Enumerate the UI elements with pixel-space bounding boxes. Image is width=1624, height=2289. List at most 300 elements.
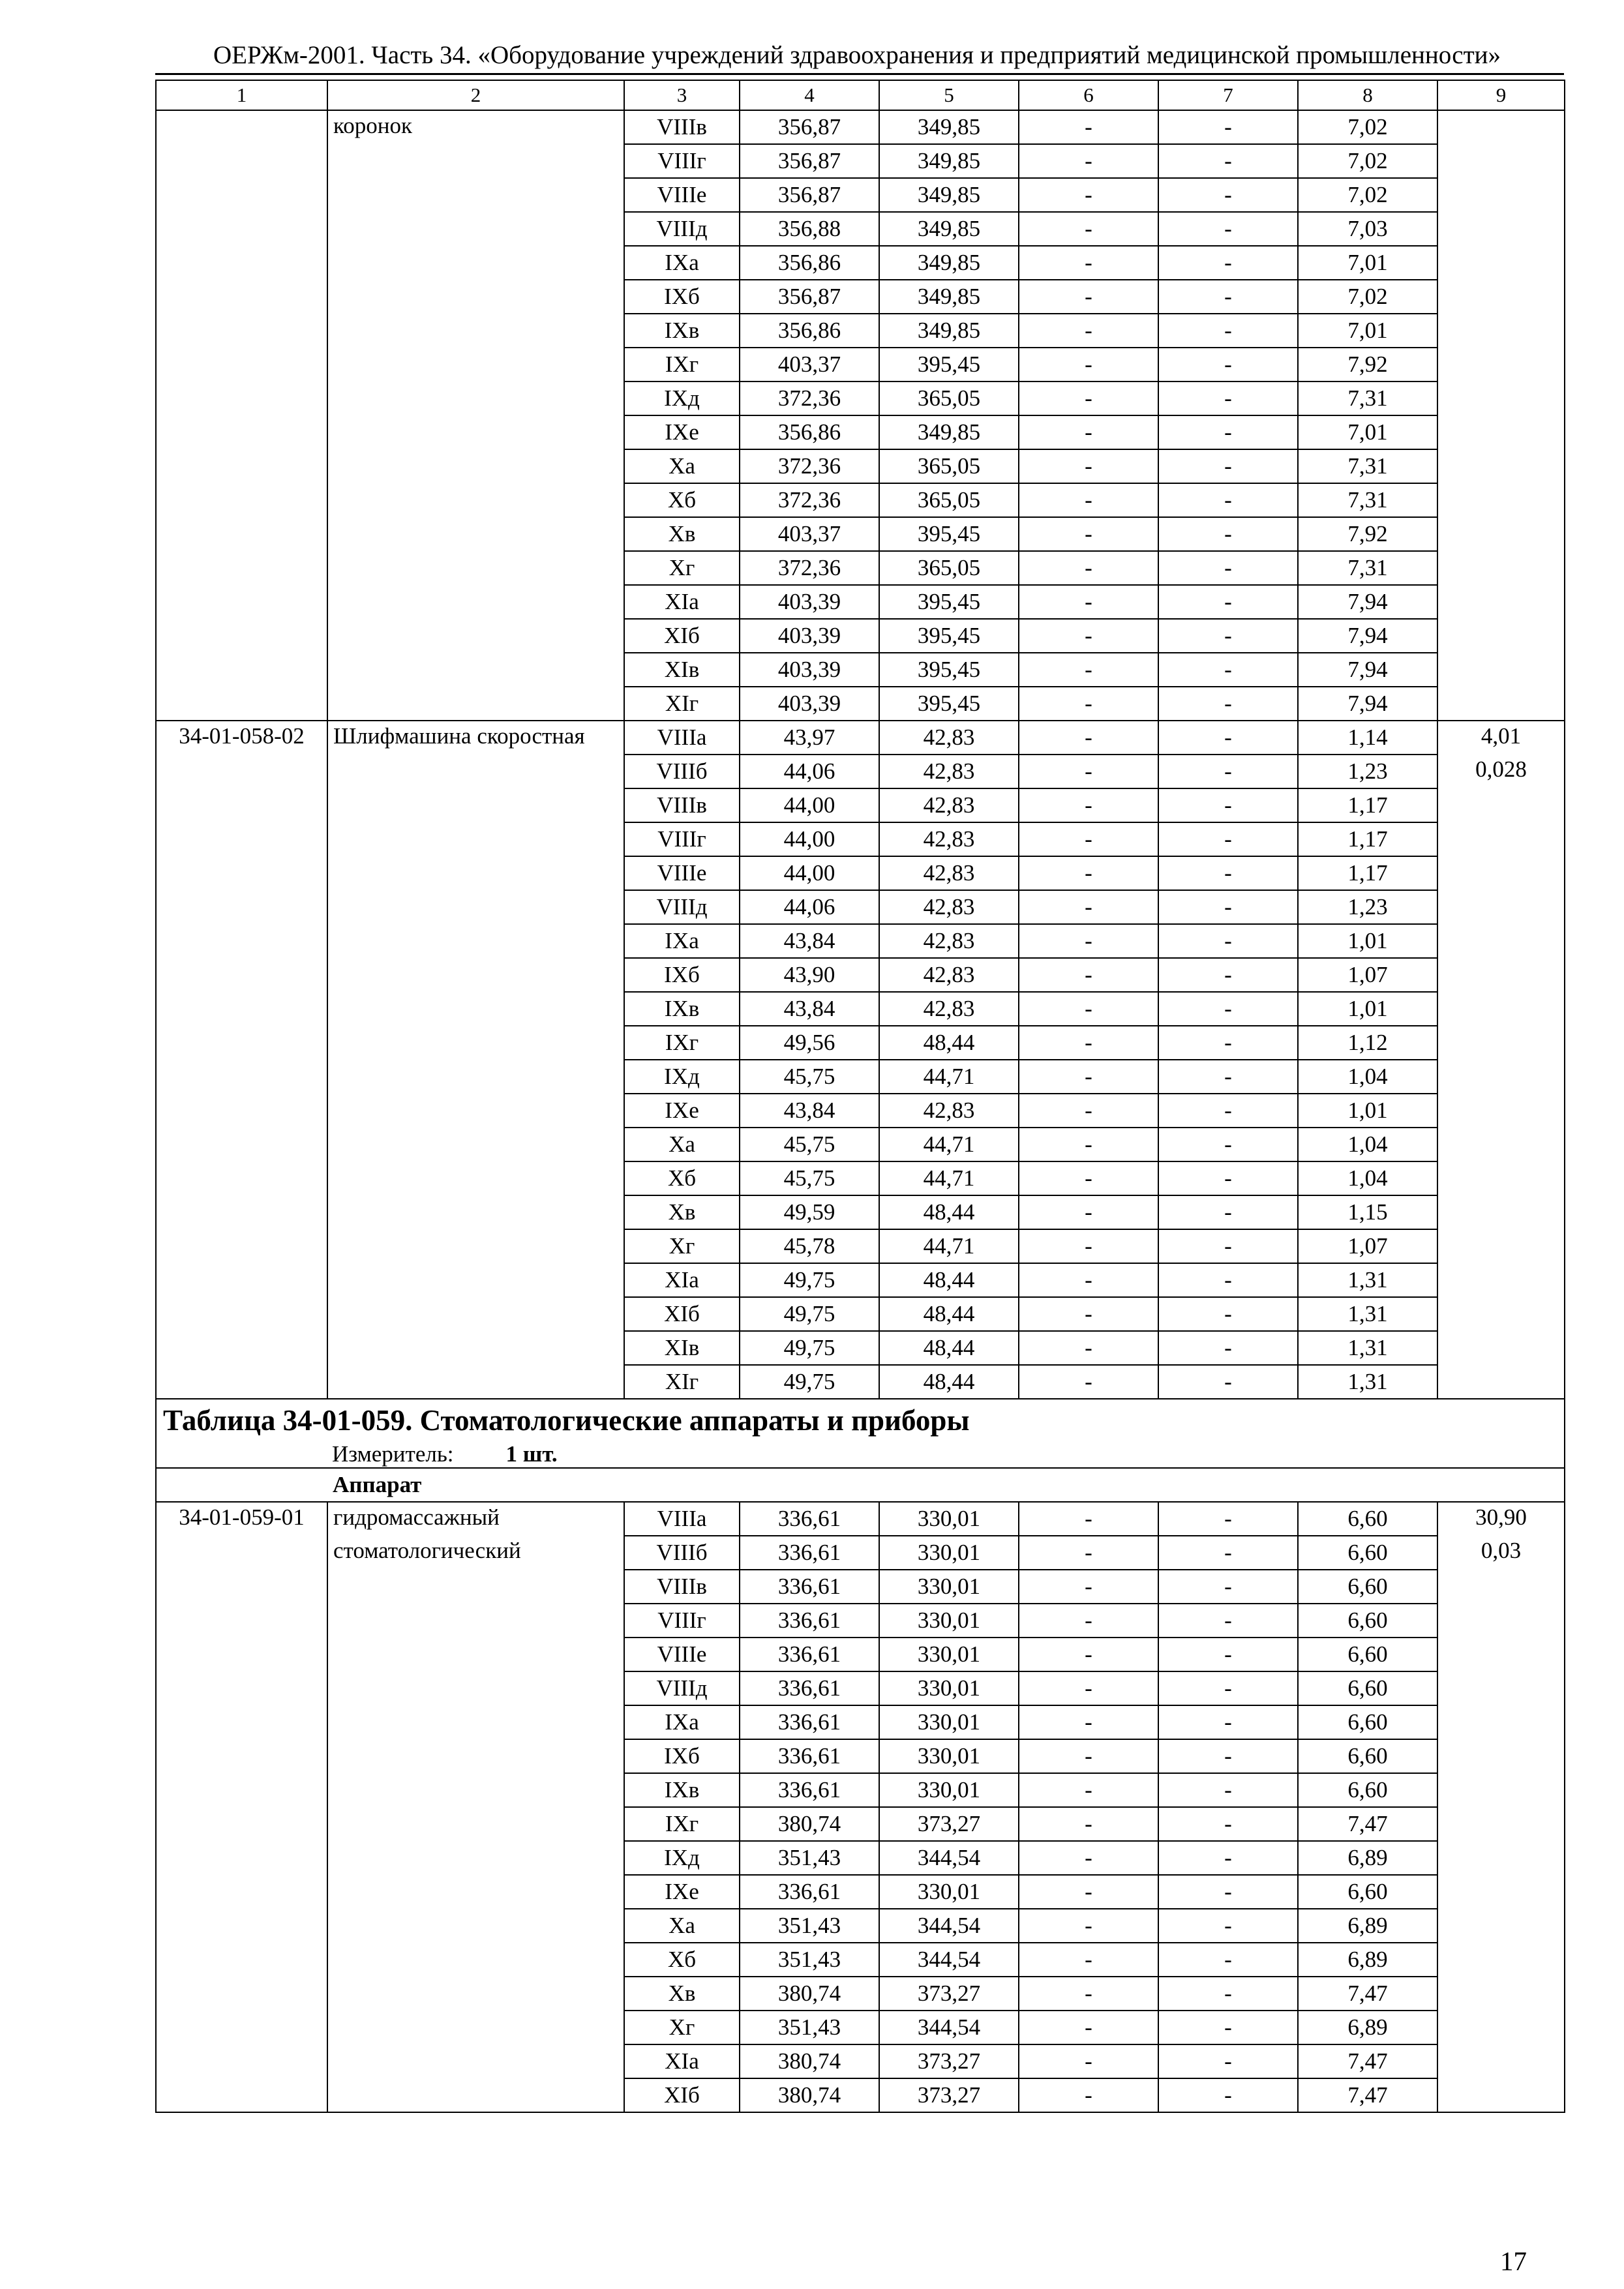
labor-value bbox=[1437, 212, 1565, 246]
wages-cost: 42,83 bbox=[879, 958, 1019, 992]
machinist-wages: - bbox=[1158, 1536, 1298, 1570]
wages-cost: 330,01 bbox=[879, 1638, 1019, 1671]
table-row bbox=[156, 1638, 1565, 1671]
wages-cost: 395,45 bbox=[879, 585, 1019, 619]
rate-code bbox=[156, 1128, 327, 1161]
zone-code: IXв bbox=[624, 992, 740, 1026]
item-name bbox=[327, 1060, 624, 1094]
zone-code: IXа bbox=[624, 246, 740, 280]
wages-cost: 330,01 bbox=[879, 1773, 1019, 1807]
total-cost: 356,86 bbox=[740, 314, 879, 348]
labor-value bbox=[1437, 2044, 1565, 2078]
wages-cost: 373,27 bbox=[879, 2078, 1019, 2112]
wages-cost: 349,85 bbox=[879, 144, 1019, 178]
item-name bbox=[327, 551, 624, 585]
materials-cost: 1,14 bbox=[1298, 721, 1437, 755]
materials-cost: 6,60 bbox=[1298, 1502, 1437, 1536]
zone-code: IXв bbox=[624, 314, 740, 348]
machine-cost: - bbox=[1019, 856, 1158, 890]
measure-label: Измеритель: bbox=[332, 1441, 454, 1467]
materials-cost: 1,17 bbox=[1298, 788, 1437, 822]
materials-cost: 6,60 bbox=[1298, 1705, 1437, 1739]
zone-code: Xг bbox=[624, 2011, 740, 2044]
materials-cost: 1,15 bbox=[1298, 1195, 1437, 1229]
labor-value bbox=[1437, 653, 1565, 687]
table-row bbox=[156, 1875, 1565, 1909]
table-row bbox=[156, 1705, 1565, 1739]
total-cost: 49,75 bbox=[740, 1365, 879, 1399]
table-row bbox=[156, 382, 1565, 415]
total-cost: 44,00 bbox=[740, 856, 879, 890]
zone-code: VIIIе bbox=[624, 1638, 740, 1671]
labor-value: 0,028 bbox=[1437, 755, 1565, 788]
labor-value bbox=[1437, 1331, 1565, 1365]
item-name bbox=[327, 856, 624, 890]
machinist-wages: - bbox=[1158, 1026, 1298, 1060]
total-cost: 403,39 bbox=[740, 585, 879, 619]
machinist-wages: - bbox=[1158, 1909, 1298, 1943]
machine-cost: - bbox=[1019, 687, 1158, 721]
machine-cost: - bbox=[1019, 585, 1158, 619]
zone-code: IXд bbox=[624, 382, 740, 415]
wages-cost: 349,85 bbox=[879, 415, 1019, 449]
machinist-wages: - bbox=[1158, 1229, 1298, 1263]
table-row bbox=[156, 1841, 1565, 1875]
machine-cost: - bbox=[1019, 788, 1158, 822]
materials-cost: 6,60 bbox=[1298, 1638, 1437, 1671]
total-cost: 336,61 bbox=[740, 1638, 879, 1671]
rate-code bbox=[156, 1026, 327, 1060]
materials-cost: 7,47 bbox=[1298, 2044, 1437, 2078]
total-cost: 380,74 bbox=[740, 2044, 879, 2078]
machinist-wages: - bbox=[1158, 788, 1298, 822]
total-cost: 403,39 bbox=[740, 653, 879, 687]
wages-cost: 349,85 bbox=[879, 212, 1019, 246]
total-cost: 49,75 bbox=[740, 1331, 879, 1365]
total-cost: 356,88 bbox=[740, 212, 879, 246]
table-row bbox=[156, 924, 1565, 958]
materials-cost: 1,01 bbox=[1298, 992, 1437, 1026]
machinist-wages: - bbox=[1158, 721, 1298, 755]
rate-code bbox=[156, 1705, 327, 1739]
labor-value bbox=[1437, 1977, 1565, 2011]
materials-cost: 6,89 bbox=[1298, 1943, 1437, 1977]
labor-value bbox=[1437, 1229, 1565, 1263]
machine-cost: - bbox=[1019, 1060, 1158, 1094]
item-name bbox=[327, 348, 624, 382]
materials-cost: 7,02 bbox=[1298, 110, 1437, 144]
materials-cost: 7,31 bbox=[1298, 551, 1437, 585]
materials-cost: 7,31 bbox=[1298, 483, 1437, 517]
item-name: коронок bbox=[327, 110, 624, 144]
materials-cost: 6,60 bbox=[1298, 1773, 1437, 1807]
machinist-wages: - bbox=[1158, 1739, 1298, 1773]
labor-value bbox=[1437, 449, 1565, 483]
total-cost: 44,00 bbox=[740, 822, 879, 856]
machinist-wages: - bbox=[1158, 212, 1298, 246]
zone-code: Xв bbox=[624, 517, 740, 551]
machinist-wages: - bbox=[1158, 1671, 1298, 1705]
machinist-wages: - bbox=[1158, 653, 1298, 687]
labor-value bbox=[1437, 348, 1565, 382]
machine-cost: - bbox=[1019, 1671, 1158, 1705]
total-cost: 336,61 bbox=[740, 1570, 879, 1604]
machinist-wages: - bbox=[1158, 890, 1298, 924]
materials-cost: 7,94 bbox=[1298, 585, 1437, 619]
machinist-wages: - bbox=[1158, 755, 1298, 788]
item-name bbox=[327, 1807, 624, 1841]
zone-code: Xв bbox=[624, 1977, 740, 2011]
zone-code: XIв bbox=[624, 653, 740, 687]
zone-code: IXд bbox=[624, 1841, 740, 1875]
machine-cost: - bbox=[1019, 280, 1158, 314]
rate-code bbox=[156, 144, 327, 178]
table-row bbox=[156, 619, 1565, 653]
total-cost: 356,87 bbox=[740, 144, 879, 178]
wages-cost: 44,71 bbox=[879, 1060, 1019, 1094]
machine-cost: - bbox=[1019, 721, 1158, 755]
subheader-blank bbox=[156, 1468, 327, 1502]
wages-cost: 365,05 bbox=[879, 449, 1019, 483]
machine-cost: - bbox=[1019, 822, 1158, 856]
zone-code: VIIIб bbox=[624, 755, 740, 788]
machine-cost: - bbox=[1019, 110, 1158, 144]
table-row bbox=[156, 1297, 1565, 1331]
materials-cost: 7,31 bbox=[1298, 382, 1437, 415]
table-row bbox=[156, 449, 1565, 483]
labor-value: 30,90 bbox=[1437, 1502, 1565, 1536]
machine-cost: - bbox=[1019, 449, 1158, 483]
machinist-wages: - bbox=[1158, 449, 1298, 483]
labor-value bbox=[1437, 890, 1565, 924]
machinist-wages: - bbox=[1158, 1128, 1298, 1161]
machinist-wages: - bbox=[1158, 1638, 1298, 1671]
total-cost: 380,74 bbox=[740, 2078, 879, 2112]
total-cost: 356,87 bbox=[740, 178, 879, 212]
zone-code: IXа bbox=[624, 924, 740, 958]
labor-value bbox=[1437, 517, 1565, 551]
zone-code: VIIIд bbox=[624, 212, 740, 246]
zone-code: VIIIа bbox=[624, 721, 740, 755]
total-cost: 45,75 bbox=[740, 1060, 879, 1094]
materials-cost: 7,01 bbox=[1298, 314, 1437, 348]
table-row bbox=[156, 653, 1565, 687]
rates-table bbox=[155, 80, 1565, 2113]
machine-cost: - bbox=[1019, 653, 1158, 687]
zone-code: Xб bbox=[624, 1161, 740, 1195]
rate-code bbox=[156, 2044, 327, 2078]
machine-cost: - bbox=[1019, 551, 1158, 585]
machinist-wages: - bbox=[1158, 551, 1298, 585]
column-number: 5 bbox=[879, 80, 1019, 110]
item-name bbox=[327, 1263, 624, 1297]
rate-code bbox=[156, 382, 327, 415]
item-name bbox=[327, 1841, 624, 1875]
materials-cost: 1,07 bbox=[1298, 958, 1437, 992]
materials-cost: 1,31 bbox=[1298, 1263, 1437, 1297]
materials-cost: 1,23 bbox=[1298, 890, 1437, 924]
machinist-wages: - bbox=[1158, 856, 1298, 890]
materials-cost: 6,89 bbox=[1298, 1909, 1437, 1943]
measure-value: 1 шт. bbox=[505, 1441, 558, 1467]
machine-cost: - bbox=[1019, 415, 1158, 449]
subheader-row bbox=[156, 1468, 1565, 1502]
rate-code bbox=[156, 1671, 327, 1705]
column-number: 9 bbox=[1437, 80, 1565, 110]
total-cost: 356,87 bbox=[740, 110, 879, 144]
machine-cost: - bbox=[1019, 1638, 1158, 1671]
materials-cost: 7,94 bbox=[1298, 687, 1437, 721]
zone-code: XIб bbox=[624, 2078, 740, 2112]
wages-cost: 330,01 bbox=[879, 1705, 1019, 1739]
materials-cost: 1,04 bbox=[1298, 1060, 1437, 1094]
item-name bbox=[327, 992, 624, 1026]
rate-code bbox=[156, 1638, 327, 1671]
machine-cost: - bbox=[1019, 958, 1158, 992]
machine-cost: - bbox=[1019, 178, 1158, 212]
table-row bbox=[156, 1060, 1565, 1094]
wages-cost: 349,85 bbox=[879, 280, 1019, 314]
materials-cost: 7,47 bbox=[1298, 1977, 1437, 2011]
rate-code bbox=[156, 1604, 327, 1638]
table-row bbox=[156, 178, 1565, 212]
item-name bbox=[327, 1161, 624, 1195]
item-name bbox=[327, 619, 624, 653]
rate-code: 34-01-059-01 bbox=[156, 1502, 327, 1536]
item-name bbox=[327, 517, 624, 551]
total-cost: 336,61 bbox=[740, 1773, 879, 1807]
machine-cost: - bbox=[1019, 992, 1158, 1026]
table-row bbox=[156, 483, 1565, 517]
materials-cost: 7,94 bbox=[1298, 619, 1437, 653]
total-cost: 43,84 bbox=[740, 1094, 879, 1128]
zone-code: IXг bbox=[624, 1807, 740, 1841]
total-cost: 49,75 bbox=[740, 1263, 879, 1297]
machinist-wages: - bbox=[1158, 1297, 1298, 1331]
machine-cost: - bbox=[1019, 1229, 1158, 1263]
machine-cost: - bbox=[1019, 212, 1158, 246]
zone-code: XIа bbox=[624, 1263, 740, 1297]
machine-cost: - bbox=[1019, 1807, 1158, 1841]
rate-code bbox=[156, 856, 327, 890]
rate-code bbox=[156, 212, 327, 246]
labor-value bbox=[1437, 1943, 1565, 1977]
zone-code: VIIIд bbox=[624, 890, 740, 924]
total-cost: 351,43 bbox=[740, 2011, 879, 2044]
item-name bbox=[327, 1229, 624, 1263]
table-row bbox=[156, 1807, 1565, 1841]
machine-cost: - bbox=[1019, 924, 1158, 958]
wages-cost: 365,05 bbox=[879, 483, 1019, 517]
column-number: 7 bbox=[1158, 80, 1298, 110]
machinist-wages: - bbox=[1158, 178, 1298, 212]
labor-value bbox=[1437, 822, 1565, 856]
labor-value bbox=[1437, 788, 1565, 822]
machine-cost: - bbox=[1019, 1773, 1158, 1807]
rate-code bbox=[156, 958, 327, 992]
total-cost: 336,61 bbox=[740, 1502, 879, 1536]
wages-cost: 344,54 bbox=[879, 1909, 1019, 1943]
total-cost: 43,97 bbox=[740, 721, 879, 755]
wages-cost: 42,83 bbox=[879, 755, 1019, 788]
zone-code: Xб bbox=[624, 1943, 740, 1977]
rate-code: 34-01-058-02 bbox=[156, 721, 327, 755]
wages-cost: 349,85 bbox=[879, 314, 1019, 348]
machinist-wages: - bbox=[1158, 1604, 1298, 1638]
rate-code bbox=[156, 449, 327, 483]
rate-code bbox=[156, 2078, 327, 2112]
zone-code: IXа bbox=[624, 1705, 740, 1739]
machine-cost: - bbox=[1019, 619, 1158, 653]
wages-cost: 344,54 bbox=[879, 2011, 1019, 2044]
labor-value bbox=[1437, 1739, 1565, 1773]
machinist-wages: - bbox=[1158, 382, 1298, 415]
item-name bbox=[327, 822, 624, 856]
wages-cost: 48,44 bbox=[879, 1331, 1019, 1365]
item-name bbox=[327, 1671, 624, 1705]
zone-code: Xг bbox=[624, 1229, 740, 1263]
materials-cost: 6,60 bbox=[1298, 1570, 1437, 1604]
table-row bbox=[156, 1909, 1565, 1943]
wages-cost: 373,27 bbox=[879, 2044, 1019, 2078]
machinist-wages: - bbox=[1158, 1161, 1298, 1195]
materials-cost: 7,92 bbox=[1298, 348, 1437, 382]
running-header: ОЕРЖм-2001. Часть 34. «Оборудование учреждений здравоохранения и предприятий медицинской промышленности» bbox=[213, 41, 1501, 69]
wages-cost: 42,83 bbox=[879, 992, 1019, 1026]
machinist-wages: - bbox=[1158, 1841, 1298, 1875]
materials-cost: 1,04 bbox=[1298, 1128, 1437, 1161]
column-number: 6 bbox=[1019, 80, 1158, 110]
labor-value bbox=[1437, 1638, 1565, 1671]
table-row bbox=[156, 755, 1565, 788]
total-cost: 49,75 bbox=[740, 1297, 879, 1331]
wages-cost: 344,54 bbox=[879, 1943, 1019, 1977]
table-row bbox=[156, 1536, 1565, 1570]
rate-code bbox=[156, 1570, 327, 1604]
table-row bbox=[156, 1773, 1565, 1807]
table-row bbox=[156, 1604, 1565, 1638]
total-cost: 45,75 bbox=[740, 1128, 879, 1161]
rate-code bbox=[156, 1739, 327, 1773]
machine-cost: - bbox=[1019, 517, 1158, 551]
rate-code bbox=[156, 483, 327, 517]
machine-cost: - bbox=[1019, 483, 1158, 517]
wages-cost: 42,83 bbox=[879, 924, 1019, 958]
machine-cost: - bbox=[1019, 2011, 1158, 2044]
item-name bbox=[327, 1331, 624, 1365]
item-name bbox=[327, 314, 624, 348]
table-row bbox=[156, 1195, 1565, 1229]
labor-value bbox=[1437, 856, 1565, 890]
machine-cost: - bbox=[1019, 1705, 1158, 1739]
labor-value bbox=[1437, 1671, 1565, 1705]
materials-cost: 7,47 bbox=[1298, 2078, 1437, 2112]
labor-value bbox=[1437, 1263, 1565, 1297]
total-cost: 336,61 bbox=[740, 1604, 879, 1638]
machine-cost: - bbox=[1019, 1875, 1158, 1909]
item-name: стоматологический bbox=[327, 1536, 624, 1570]
wages-cost: 344,54 bbox=[879, 1841, 1019, 1875]
labor-value bbox=[1437, 924, 1565, 958]
machinist-wages: - bbox=[1158, 415, 1298, 449]
machinist-wages: - bbox=[1158, 2011, 1298, 2044]
total-cost: 380,74 bbox=[740, 1807, 879, 1841]
machinist-wages: - bbox=[1158, 483, 1298, 517]
column-number-row bbox=[156, 80, 1565, 110]
item-name bbox=[327, 755, 624, 788]
table-row bbox=[156, 958, 1565, 992]
labor-value bbox=[1437, 1773, 1565, 1807]
wages-cost: 349,85 bbox=[879, 110, 1019, 144]
item-name bbox=[327, 890, 624, 924]
total-cost: 380,74 bbox=[740, 1977, 879, 2011]
machinist-wages: - bbox=[1158, 2044, 1298, 2078]
zone-code: Xв bbox=[624, 1195, 740, 1229]
total-cost: 403,39 bbox=[740, 687, 879, 721]
item-name bbox=[327, 1773, 624, 1807]
item-name bbox=[327, 1195, 624, 1229]
materials-cost: 1,17 bbox=[1298, 822, 1437, 856]
total-cost: 43,90 bbox=[740, 958, 879, 992]
total-cost: 45,78 bbox=[740, 1229, 879, 1263]
rate-code bbox=[156, 1365, 327, 1399]
zone-code: IXб bbox=[624, 958, 740, 992]
labor-value bbox=[1437, 1094, 1565, 1128]
machinist-wages: - bbox=[1158, 1263, 1298, 1297]
table-row bbox=[156, 856, 1565, 890]
column-number: 8 bbox=[1298, 80, 1437, 110]
rate-code bbox=[156, 110, 327, 144]
machinist-wages: - bbox=[1158, 619, 1298, 653]
zone-code: VIIIг bbox=[624, 822, 740, 856]
wages-cost: 373,27 bbox=[879, 1807, 1019, 1841]
zone-code: VIIIе bbox=[624, 178, 740, 212]
page-number: 17 bbox=[1500, 2246, 1527, 2276]
rate-code bbox=[156, 1229, 327, 1263]
zone-code: XIб bbox=[624, 619, 740, 653]
item-name bbox=[327, 1705, 624, 1739]
zone-code: IXг bbox=[624, 1026, 740, 1060]
labor-value: 0,03 bbox=[1437, 1536, 1565, 1570]
rate-code bbox=[156, 1195, 327, 1229]
rate-code bbox=[156, 1807, 327, 1841]
table-row bbox=[156, 1128, 1565, 1161]
machinist-wages: - bbox=[1158, 1977, 1298, 2011]
item-name bbox=[327, 144, 624, 178]
zone-code: Xб bbox=[624, 483, 740, 517]
table-row bbox=[156, 1977, 1565, 2011]
machinist-wages: - bbox=[1158, 2078, 1298, 2112]
table-row bbox=[156, 1570, 1565, 1604]
machine-cost: - bbox=[1019, 1297, 1158, 1331]
labor-value bbox=[1437, 1875, 1565, 1909]
machine-cost: - bbox=[1019, 348, 1158, 382]
total-cost: 372,36 bbox=[740, 382, 879, 415]
labor-value bbox=[1437, 2011, 1565, 2044]
materials-cost: 6,89 bbox=[1298, 2011, 1437, 2044]
measure-unit bbox=[156, 1441, 1565, 1468]
machinist-wages: - bbox=[1158, 280, 1298, 314]
item-name: гидромассажный bbox=[327, 1502, 624, 1536]
measure-row bbox=[156, 1441, 1565, 1468]
labor-value bbox=[1437, 382, 1565, 415]
wages-cost: 349,85 bbox=[879, 246, 1019, 280]
labor-value bbox=[1437, 1128, 1565, 1161]
machine-cost: - bbox=[1019, 1263, 1158, 1297]
wages-cost: 395,45 bbox=[879, 619, 1019, 653]
item-name bbox=[327, 212, 624, 246]
table-row bbox=[156, 992, 1565, 1026]
